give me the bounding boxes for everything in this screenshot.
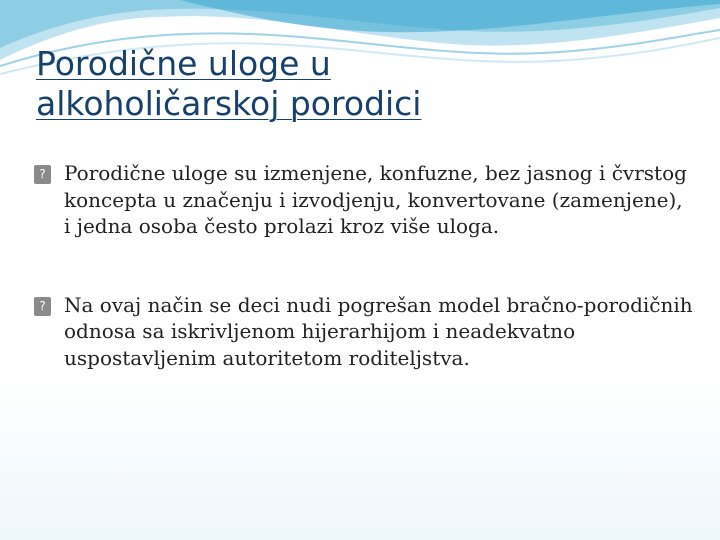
title-line-2: alkoholičarskoj porodici — [36, 84, 422, 123]
page-title — [36, 44, 676, 124]
missing-glyph-icon: ? — [34, 165, 51, 184]
missing-glyph-icon: ? — [34, 297, 51, 316]
bullet-text-2: Na ovaj način se deci nudi pogrešan model bračno-porodičnih odnosa sa iskrivljenom hijerarhijom i neadekvatno uspostavljenim autoritetom roditeljstva. — [64, 292, 693, 370]
bullet-item-2 — [34, 292, 694, 372]
bullet-text-1: Porodične uloge su izmenjene, konfuzne, bez jasnog i čvrstog koncepta u značenju i izvodjenju, konvertovane (zamenjene), i jedna osoba često prolazi kroz više uloga. — [64, 161, 687, 238]
title-line-1: Porodične uloge u — [36, 44, 331, 83]
bullet-item-1 — [34, 160, 694, 240]
bullet-list — [34, 160, 694, 371]
